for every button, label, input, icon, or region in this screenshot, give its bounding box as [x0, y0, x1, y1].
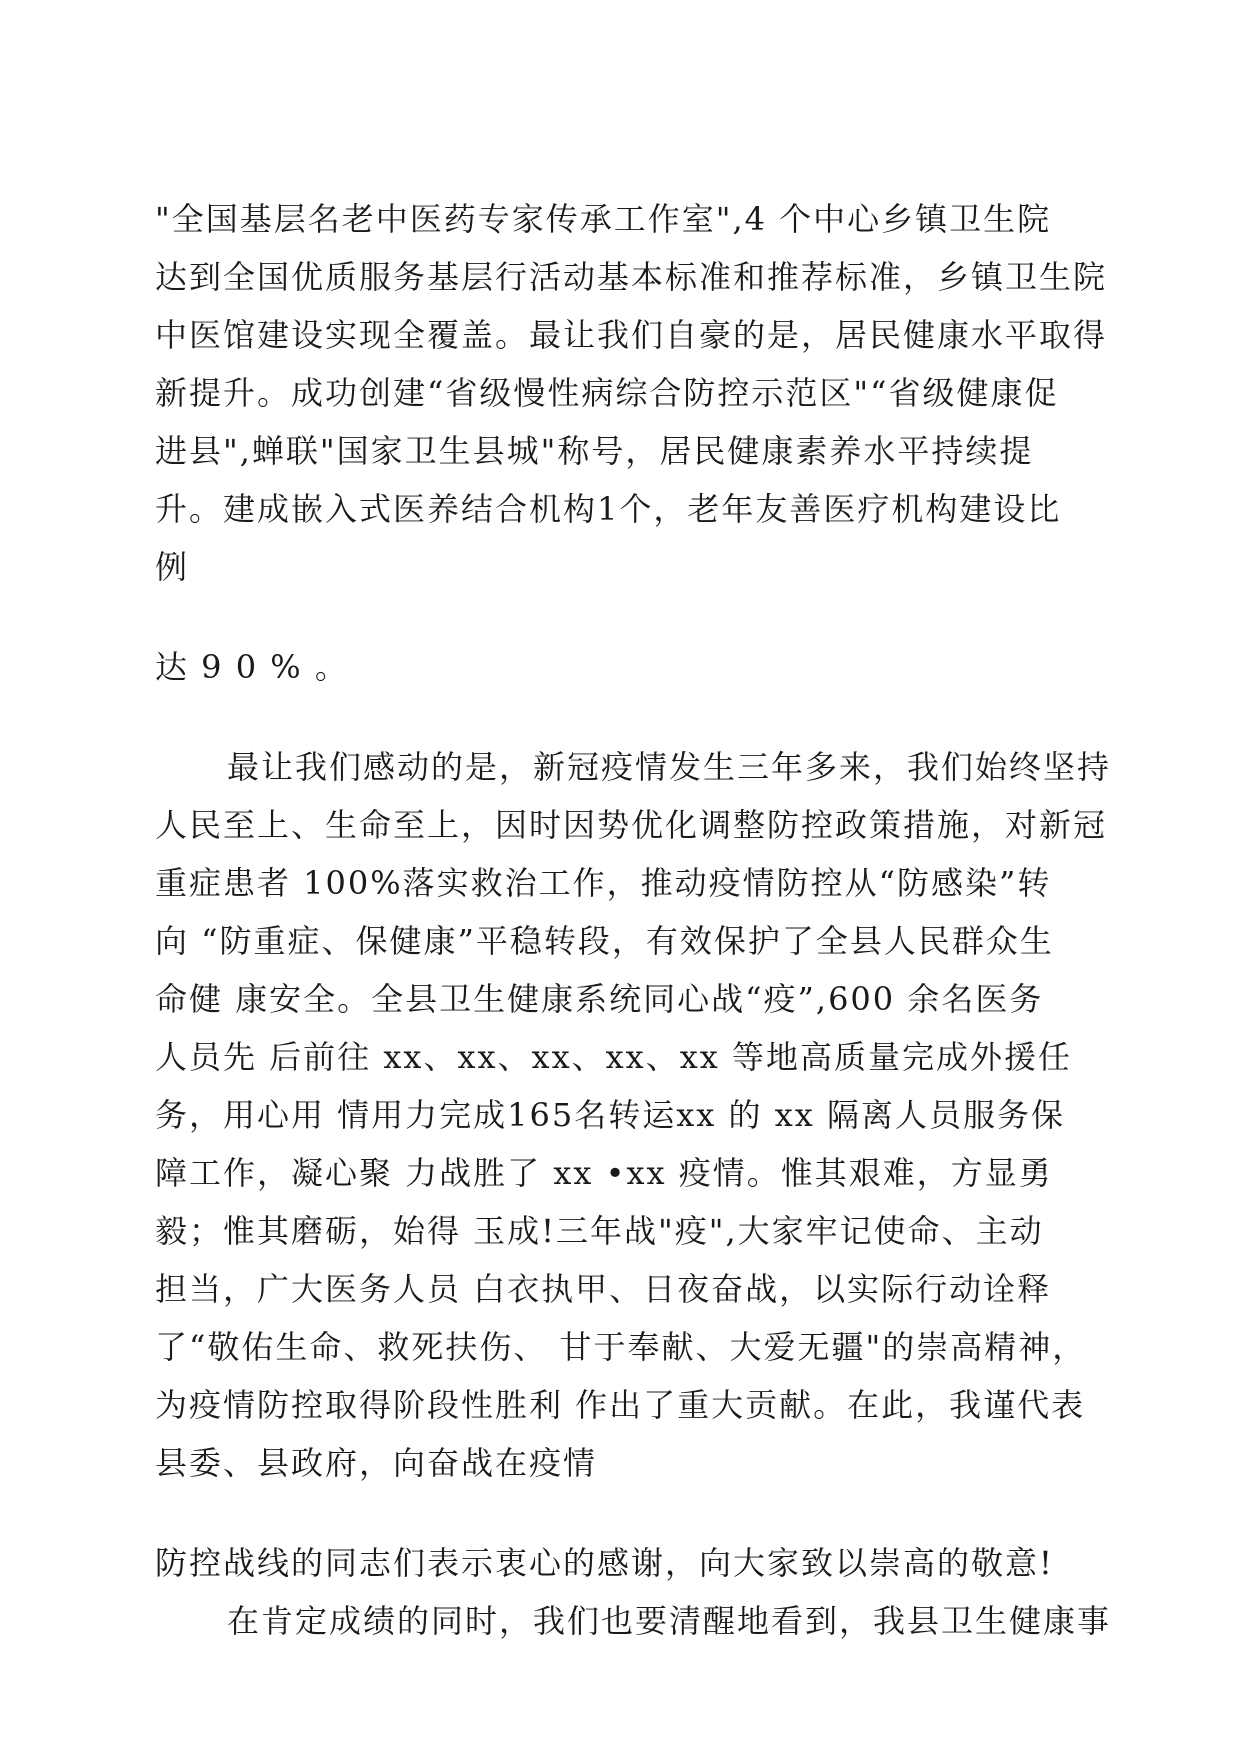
text-line-2: 达到全国优质服务基层行活动基本标准和推荐标准，乡镇卫生院 [155, 258, 1108, 296]
text-line-5: 进县",蝉联"国家卫生县城"称号，居民健康素养水平持续提 [155, 432, 1034, 470]
text-line-10: 人民至上、生命至上，因时因势优化调整防控政策措施，对新冠 [155, 806, 1108, 844]
paragraph-start-line-23: 在肯定成绩的同时，我们也要清醒地看到，我县卫生健康事 [227, 1602, 1112, 1640]
text-line-13: 命健 康安全。全县卫生健康系统同心战“疫”,600 余名医务 [155, 980, 1044, 1018]
text-line-6: 升。建成嵌入式医养结合机构1个，老年友善医疗机构建设比 [155, 490, 1062, 528]
text-line-16: 障工作，凝心聚 力战胜了 xx •xx 疫情。惟其艰难，方显勇 [155, 1154, 1053, 1192]
text-line-11: 重症患者 100%落实救治工作，推动疫情防控从“防感染”转 [155, 864, 1052, 902]
text-line-7: 例 [155, 548, 190, 586]
text-line-19: 了“敬佑生命、救死扶伤、 甘于奉献、大爱无疆"的崇高精神， [155, 1328, 1087, 1366]
paragraph-start-line-9: 最让我们感动的是，新冠疫情发生三年多来，我们始终坚持 [227, 748, 1112, 786]
text-line-1: "全国基层名老中医药专家传承工作室",4 个中心乡镇卫生院 [155, 200, 1052, 238]
document-body [155, 190, 1112, 1650]
text-line-12: 向 “防重症、保健康”平稳转段，有效保护了全县人民群众生 [155, 922, 1054, 960]
text-line-20: 为疫情防控取得阶段性胜利 作出了重大贡献。在此，我谨代表 [155, 1386, 1086, 1424]
text-line-21: 县委、县政府，向奋战在疫情 [155, 1444, 598, 1482]
text-line-17: 毅；惟其磨砺，始得 玉成!三年战"疫",大家牢记使命、主动 [155, 1212, 1044, 1250]
text-line-22: 防控战线的同志们表示衷心的感谢，向大家致以崇高的敬意! [155, 1544, 1054, 1582]
text-line-15: 务，用心用 情用力完成165名转运xx 的 xx 隔离人员服务保 [155, 1096, 1065, 1134]
text-line-8: 达 9 0 % 。 [155, 648, 349, 686]
text-line-18: 担当，广大医务人员 白衣执甲、日夜奋战，以实际行动诠释 [155, 1270, 1052, 1308]
text-line-3: 中医馆建设实现全覆盖。最让我们自豪的是，居民健康水平取得 [155, 316, 1108, 354]
text-line-4: 新提升。成功创建“省级慢性病综合防控示范区"“省级健康促 [155, 374, 1059, 412]
text-line-14: 人员先 后前往 xx、xx、xx、xx、xx 等地高质量完成外援任 [155, 1038, 1072, 1076]
